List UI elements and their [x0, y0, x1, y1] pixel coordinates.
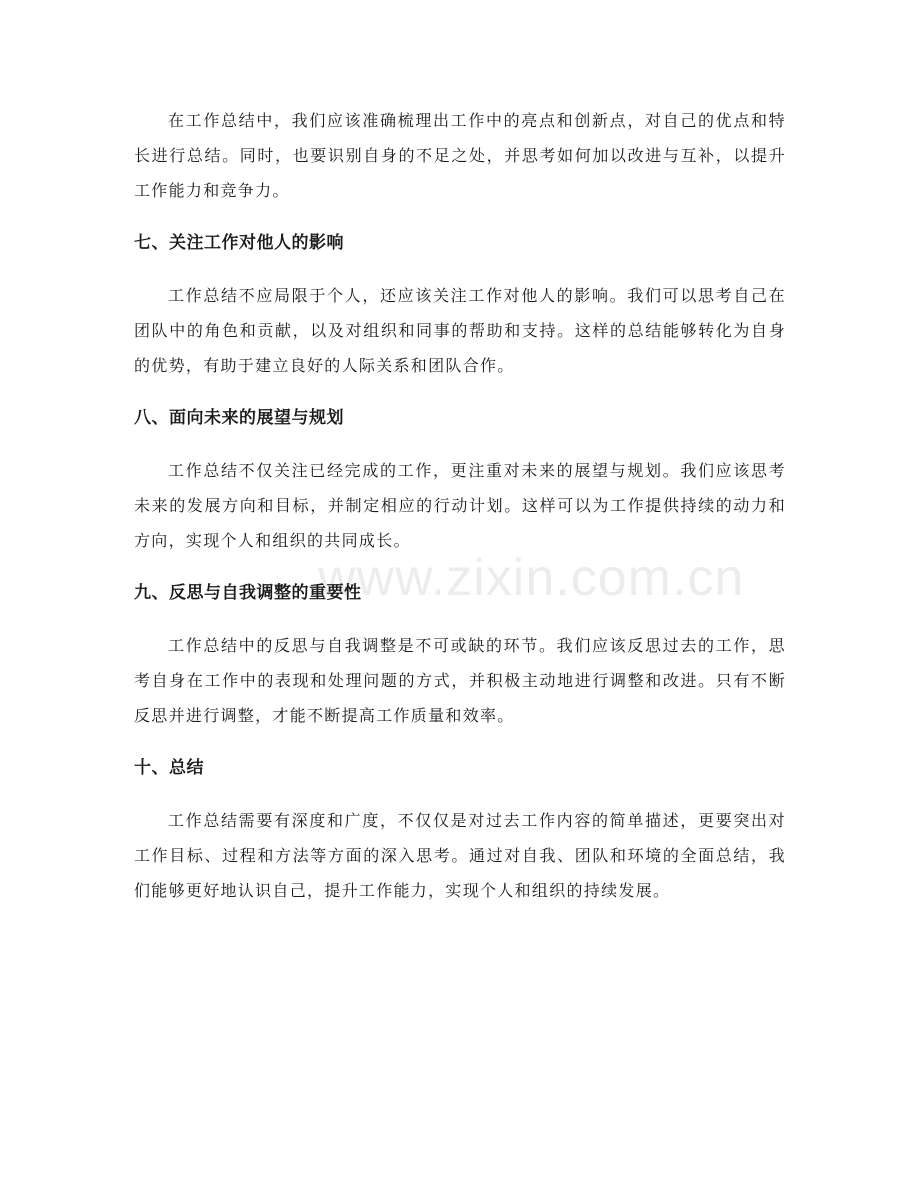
section-heading-8: 八、面向未来的展望与规划 — [134, 408, 344, 428]
section-heading-9: 九、反思与自我调整的重要性 — [134, 583, 362, 603]
section-heading-7: 七、关注工作对他人的影响 — [134, 233, 344, 253]
paragraph-highlights-and-strengths: 在工作总结中，我们应该准确梳理出工作中的亮点和创新点，对自己的优点和特长进行总结。同时，也要识别自身的不足之处，并思考如何加以改进与互补，以提升工作能力和竞争力。 — [134, 111, 786, 200]
section-heading-10: 十、总结 — [134, 758, 204, 778]
document-body — [134, 103, 786, 908]
paragraph-impact-on-others: 工作总结不应局限于个人，还应该关注工作对他人的影响。我们可以思考自己在团队中的角色和贡献，以及对组织和同事的帮助和支持。这样的总结能够转化为自身的优势，有助于建立良好的人际关系和团队合作。 — [134, 286, 786, 375]
paragraph-future-planning: 工作总结不仅关注已经完成的工作，更注重对未来的展望与规划。我们应该思考未来的发展方向和目标，并制定相应的行动计划。这样可以为工作提供持续的动力和方向，实现个人和组织的共同成长。 — [134, 461, 786, 550]
watermark: www.zixin.com.cn — [318, 549, 745, 607]
paragraph-reflection: 工作总结中的反思与自我调整是不可或缺的环节。我们应该反思过去的工作，思考自身在工作中的表现和处理问题的方式，并积极主动地进行调整和改进。只有不断反思并进行调整，才能不断提高工作质量和效率。 — [134, 636, 786, 725]
paragraph-conclusion: 工作总结需要有深度和广度，不仅仅是对过去工作内容的简单描述，更要突出对工作目标、过程和方法等方面的深入思考。通过对自我、团队和环境的全面总结，我们能够更好地认识自己，提升工作能力，实现个人和组织的持续发展。 — [134, 811, 786, 900]
